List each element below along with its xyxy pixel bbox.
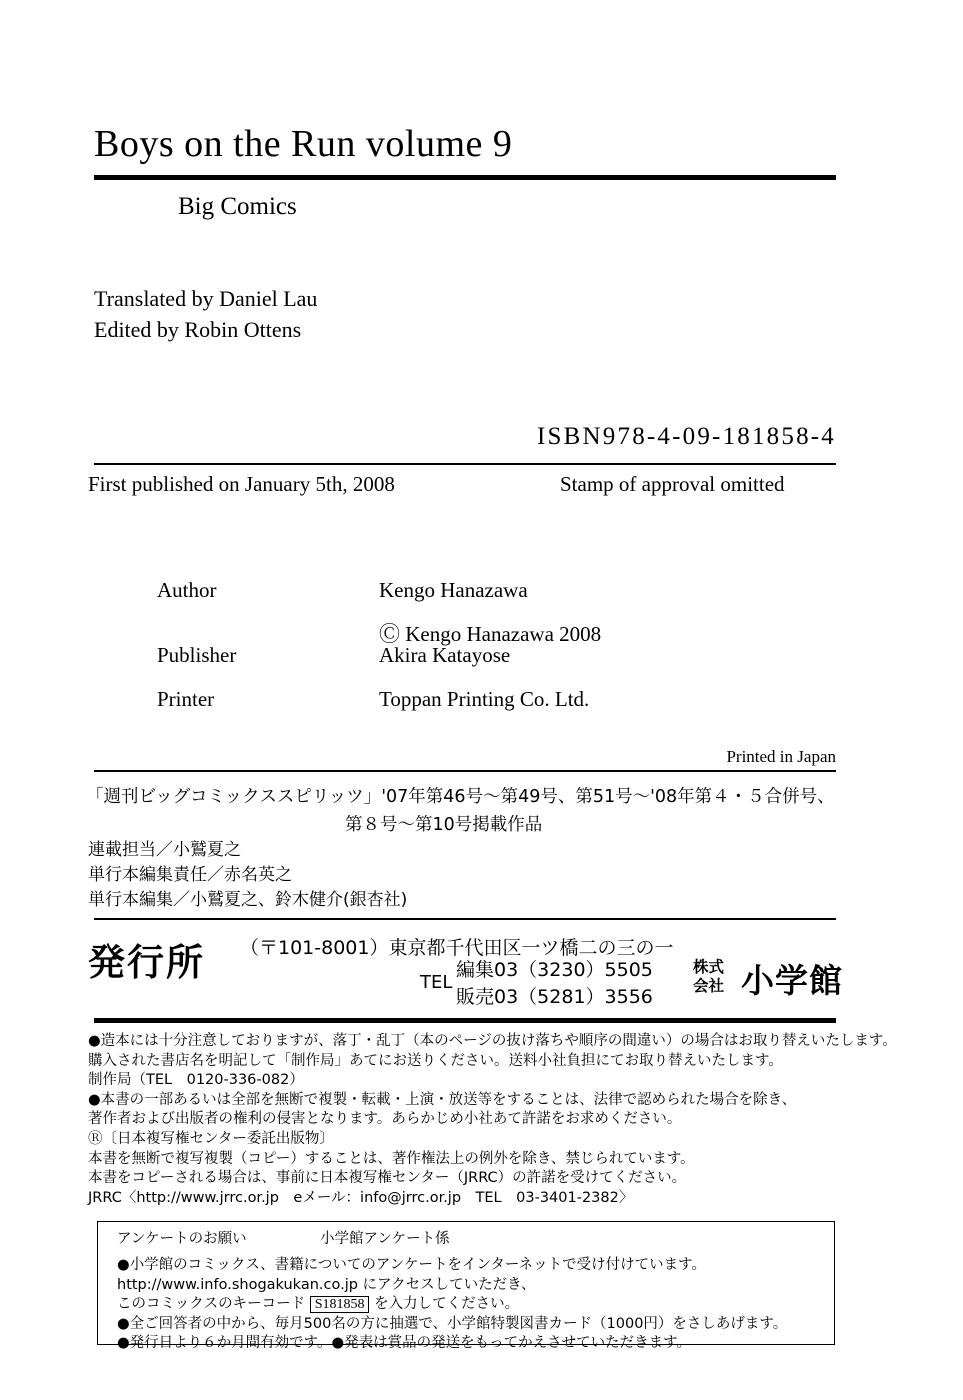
corporation-prefix bbox=[693, 958, 724, 996]
survey-department: 小学館アンケート係 bbox=[320, 1231, 450, 1247]
printed-rule bbox=[94, 770, 836, 772]
table-row bbox=[157, 578, 589, 603]
isbn-text: ISBN978-4-09-181858-4 bbox=[537, 423, 836, 450]
survey-box bbox=[97, 1221, 835, 1351]
table-row bbox=[157, 687, 589, 712]
notice-line: Ⓡ〔日本複写権センター委託出版物〕 bbox=[88, 1130, 334, 1147]
survey-heading: アンケートのお願い bbox=[117, 1231, 247, 1247]
survey-keycode-suffix: を入力してください。 bbox=[374, 1296, 520, 1312]
imprint-label: Big Comics bbox=[178, 193, 297, 220]
survey-line: ●小学館のコミックス、書籍についてのアンケートをインターネットで受け付けています。 bbox=[117, 1257, 707, 1273]
survey-line: ●発行日より６か月間有効です。●発表は賞品の発送をもってかえさせていただきます。 bbox=[117, 1335, 691, 1351]
title-rule bbox=[94, 175, 836, 180]
notice-line: 制作局（TEL 0120-336-082） bbox=[88, 1072, 304, 1089]
survey-body bbox=[117, 1256, 787, 1354]
legal-notices bbox=[88, 1032, 897, 1208]
corporation-name: 小学館 bbox=[741, 961, 843, 1000]
survey-keycode-line bbox=[117, 1295, 787, 1315]
staff-label: Author bbox=[157, 578, 217, 602]
editor-line: Edited by Robin Ottens bbox=[94, 317, 302, 342]
serial-info-line-2: 第８号～第10号掲載作品 bbox=[345, 815, 543, 835]
publisher-address: （〒101-8001）東京都千代田区一ツ橋二の三の一 bbox=[240, 937, 674, 959]
staff-value: Akira Katayose bbox=[379, 643, 511, 667]
serial-info-line-1: 「週刊ビッグコミックススピリッツ」'07年第46号～第49号、第51号～'08年第４・５合併号、 bbox=[86, 787, 835, 807]
corp-prefix-line-1: 株式 bbox=[693, 958, 725, 976]
editor-credit: 単行本編集責任／赤名英之 bbox=[88, 865, 292, 885]
publisher-rule bbox=[94, 1018, 836, 1023]
notice-line: 本書を無断で複写複製（コピー）することは、著作権法上の例外を除き、禁じられています。 bbox=[88, 1150, 695, 1167]
notice-line: ●本書の一部あるいは全部を無断で複製・転載・上演・放送等をすることは、法律で認められた場合を除き、 bbox=[88, 1091, 797, 1108]
publisher-telephones bbox=[456, 957, 653, 1011]
credits-block bbox=[94, 283, 317, 345]
survey-line: ●全ご回答者の中から、毎月500名の方に抽選で、小学館特製図書カード（1000円）をさしあげます。 bbox=[117, 1315, 788, 1332]
notice-line: 本書をコピーされる場合は、事前に日本複写権センター（JRRC）の許諾を受けてください。 bbox=[88, 1170, 687, 1187]
tel-sales: 販売03（5281）3556 bbox=[456, 986, 653, 1008]
staff-table bbox=[157, 578, 589, 722]
translator-line: Translated by Daniel Lau bbox=[94, 286, 318, 311]
survey-keycode-prefix: このコミックスのキーコード bbox=[117, 1296, 306, 1312]
notice-line: 著作者および出版者の権利の侵害となります。あらかじめ小社あて許諾をお求めください。 bbox=[88, 1111, 682, 1128]
printed-in-japan: Printed in Japan bbox=[726, 747, 836, 766]
first-published-date: First published on January 5th, 2008 bbox=[88, 472, 395, 496]
corp-prefix-line-2: 会社 bbox=[693, 977, 725, 995]
page-title: Boys on the Run volume 9 bbox=[94, 123, 513, 165]
notice-line: 購入された書店名を明記して「制作局」あてにお送りください。送料小社負担にてお取り替えいたします。 bbox=[88, 1052, 783, 1069]
notice-line: JRRC〈http://www.jrrc.or.jp eメール：info@jrrc.or.jp TEL 03-3401-2382〉 bbox=[88, 1189, 634, 1206]
tel-label: TEL bbox=[420, 972, 453, 993]
publisher-heading: 発行所 bbox=[88, 941, 205, 984]
notice-line: ●造本には十分注意しておりますが、落丁・乱丁（本のページの抜け落ちや順序の間違い）の場合はお取り替えいたします。 bbox=[88, 1033, 897, 1049]
editor-credit: 単行本編集／小鷲夏之、鈴木健介(銀杏社) bbox=[88, 890, 408, 910]
staff-label: Printer bbox=[157, 687, 215, 711]
staff-value: Kengo Hanazawa bbox=[379, 578, 528, 602]
survey-keycode: S181858 bbox=[310, 1296, 370, 1313]
copyright-line: Ⓒ Kengo Hanazawa 2008 bbox=[379, 622, 602, 646]
editor-credit: 連載担当／小鷲夏之 bbox=[88, 840, 241, 860]
staff-value: Toppan Printing Co. Ltd. bbox=[379, 687, 590, 711]
japanese-editors-block bbox=[88, 838, 407, 913]
stamp-note: Stamp of approval omitted bbox=[560, 472, 785, 496]
survey-url-line: http://www.info.shogakukan.co.jp にアクセスしていただき、 bbox=[117, 1276, 536, 1293]
staff-label: Publisher bbox=[157, 643, 237, 667]
isbn-rule bbox=[94, 463, 836, 465]
tel-editorial: 編集03（3230）5505 bbox=[456, 959, 653, 981]
serial-rule bbox=[94, 918, 836, 920]
